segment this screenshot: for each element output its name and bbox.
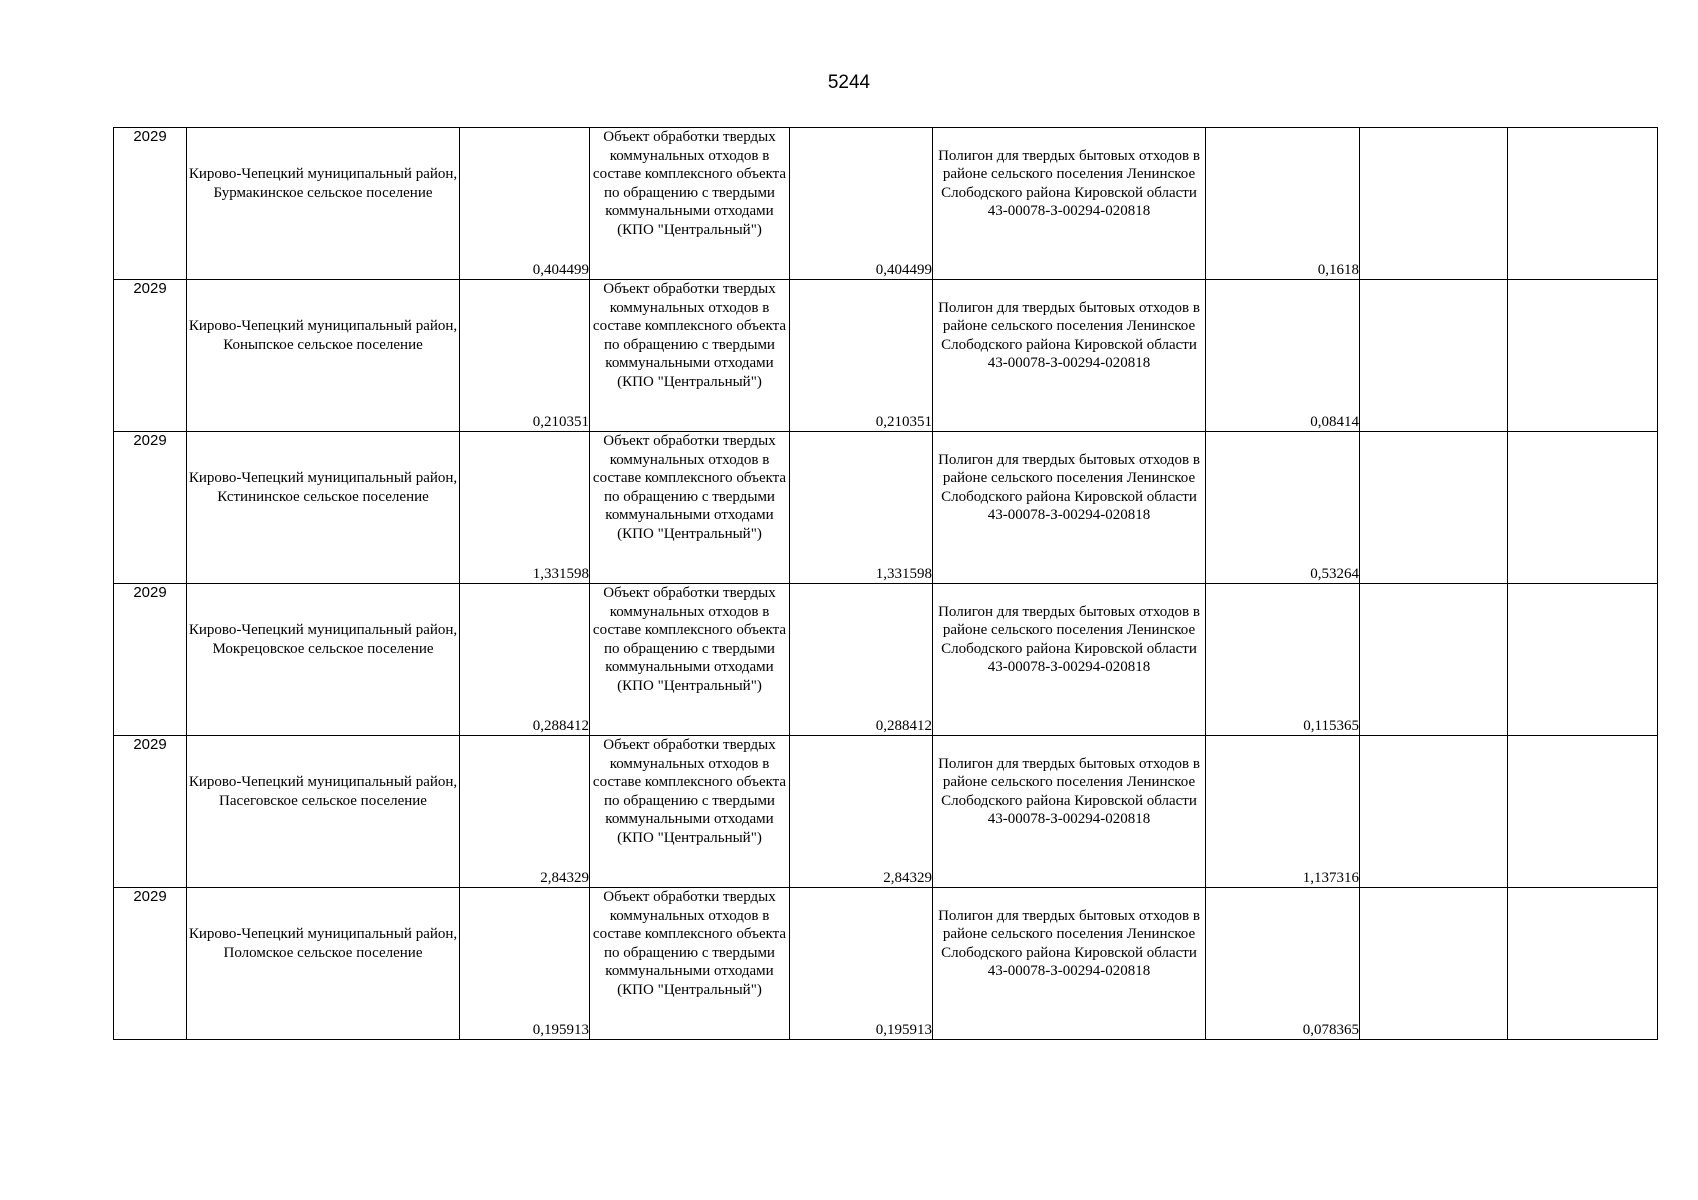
municipality-text: Кирово-Чепецкий муниципальный район, Пасеговское сельское поселение (188, 774, 458, 809)
mass-processed-cell: 0,195913 (790, 888, 933, 1040)
municipality-text: Кирово-Чепецкий муниципальный район, Мокрецовское сельское поселение (188, 622, 458, 657)
processing-object-cell: Объект обработки твердых коммунальных отходов в составе комплексного объекта по обращению с твердыми коммунальными отходами (КПО "Центральный") (590, 736, 790, 888)
empty-cell (1508, 584, 1658, 736)
disposal-object-cell (933, 888, 1206, 1040)
mass-generated-cell: 0,210351 (460, 280, 590, 432)
processing-object-cell: Объект обработки твердых коммунальных отходов в составе комплексного объекта по обращению с твердыми коммунальными отходами (КПО "Центральный") (590, 280, 790, 432)
disposal-object-text: Полигон для твердых бытовых отходов в районе сельского поселения Ленинское Слободского района Кировской области 43-00078-З-00294-020818 (938, 603, 1200, 675)
table-row (114, 736, 1658, 888)
disposal-object-text: Полигон для твердых бытовых отходов в районе сельского поселения Ленинское Слободского района Кировской области 43-00078-З-00294-020818 (938, 451, 1200, 523)
empty-cell (1508, 280, 1658, 432)
mass-disposed-cell: 0,53264 (1206, 432, 1360, 584)
empty-cell (1508, 432, 1658, 584)
year-cell: 2029 (114, 280, 187, 432)
disposal-object-text: Полигон для твердых бытовых отходов в районе сельского поселения Ленинское Слободского района Кировской области 43-00078-З-00294-020818 (938, 907, 1200, 979)
mass-disposed-cell: 0,078365 (1206, 888, 1360, 1040)
municipality-cell (187, 432, 460, 584)
municipality-cell (187, 280, 460, 432)
table-row (114, 584, 1658, 736)
municipality-cell (187, 584, 460, 736)
disposal-object-cell (933, 736, 1206, 888)
empty-cell (1360, 736, 1508, 888)
empty-cell (1360, 888, 1508, 1040)
disposal-object-cell (933, 128, 1206, 280)
mass-disposed-cell: 1,137316 (1206, 736, 1360, 888)
disposal-object-cell (933, 432, 1206, 584)
mass-processed-cell: 2,84329 (790, 736, 933, 888)
processing-object-cell: Объект обработки твердых коммунальных отходов в составе комплексного объекта по обращению с твердыми коммунальными отходами (КПО "Центральный") (590, 584, 790, 736)
municipality-text: Кирово-Чепецкий муниципальный район, Коныпское сельское поселение (188, 318, 458, 353)
table-row (114, 280, 1658, 432)
mass-generated-cell: 2,84329 (460, 736, 590, 888)
municipality-text: Кирово-Чепецкий муниципальный район, Бурмакинское сельское поселение (188, 166, 458, 201)
year-cell: 2029 (114, 584, 187, 736)
year-cell: 2029 (114, 888, 187, 1040)
empty-cell (1508, 128, 1658, 280)
mass-processed-cell: 0,288412 (790, 584, 933, 736)
mass-processed-cell: 0,404499 (790, 128, 933, 280)
year-cell: 2029 (114, 432, 187, 584)
municipality-text: Кирово-Чепецкий муниципальный район, Поломское сельское поселение (188, 926, 458, 961)
empty-cell (1360, 280, 1508, 432)
mass-disposed-cell: 0,08414 (1206, 280, 1360, 432)
waste-flow-table (113, 127, 1658, 1040)
empty-cell (1508, 888, 1658, 1040)
disposal-object-text: Полигон для твердых бытовых отходов в районе сельского поселения Ленинское Слободского района Кировской области 43-00078-З-00294-020818 (938, 299, 1200, 371)
mass-disposed-cell: 0,1618 (1206, 128, 1360, 280)
empty-cell (1360, 128, 1508, 280)
empty-cell (1508, 736, 1658, 888)
table-body (114, 128, 1658, 1040)
year-cell: 2029 (114, 128, 187, 280)
municipality-cell (187, 888, 460, 1040)
disposal-object-cell (933, 280, 1206, 432)
mass-processed-cell: 1,331598 (790, 432, 933, 584)
municipality-cell (187, 736, 460, 888)
table-row (114, 432, 1658, 584)
mass-generated-cell: 1,331598 (460, 432, 590, 584)
municipality-cell (187, 128, 460, 280)
municipality-text: Кирово-Чепецкий муниципальный район, Кстининское сельское поселение (188, 470, 458, 505)
table-row (114, 888, 1658, 1040)
year-cell: 2029 (114, 736, 187, 888)
mass-processed-cell: 0,210351 (790, 280, 933, 432)
mass-generated-cell: 0,288412 (460, 584, 590, 736)
disposal-object-text: Полигон для твердых бытовых отходов в районе сельского поселения Ленинское Слободского района Кировской области 43-00078-З-00294-020818 (938, 755, 1200, 827)
empty-cell (1360, 432, 1508, 584)
mass-generated-cell: 0,404499 (460, 128, 590, 280)
mass-generated-cell: 0,195913 (460, 888, 590, 1040)
processing-object-cell: Объект обработки твердых коммунальных отходов в составе комплексного объекта по обращению с твердыми коммунальными отходами (КПО "Центральный") (590, 128, 790, 280)
processing-object-cell: Объект обработки твердых коммунальных отходов в составе комплексного объекта по обращению с твердыми коммунальными отходами (КПО "Центральный") (590, 432, 790, 584)
processing-object-cell: Объект обработки твердых коммунальных отходов в составе комплексного объекта по обращению с твердыми коммунальными отходами (КПО "Центральный") (590, 888, 790, 1040)
mass-disposed-cell: 0,115365 (1206, 584, 1360, 736)
table-row (114, 128, 1658, 280)
disposal-object-text: Полигон для твердых бытовых отходов в районе сельского поселения Ленинское Слободского района Кировской области 43-00078-З-00294-020818 (938, 147, 1200, 219)
empty-cell (1360, 584, 1508, 736)
page-number: 5244 (827, 72, 871, 93)
disposal-object-cell (933, 584, 1206, 736)
